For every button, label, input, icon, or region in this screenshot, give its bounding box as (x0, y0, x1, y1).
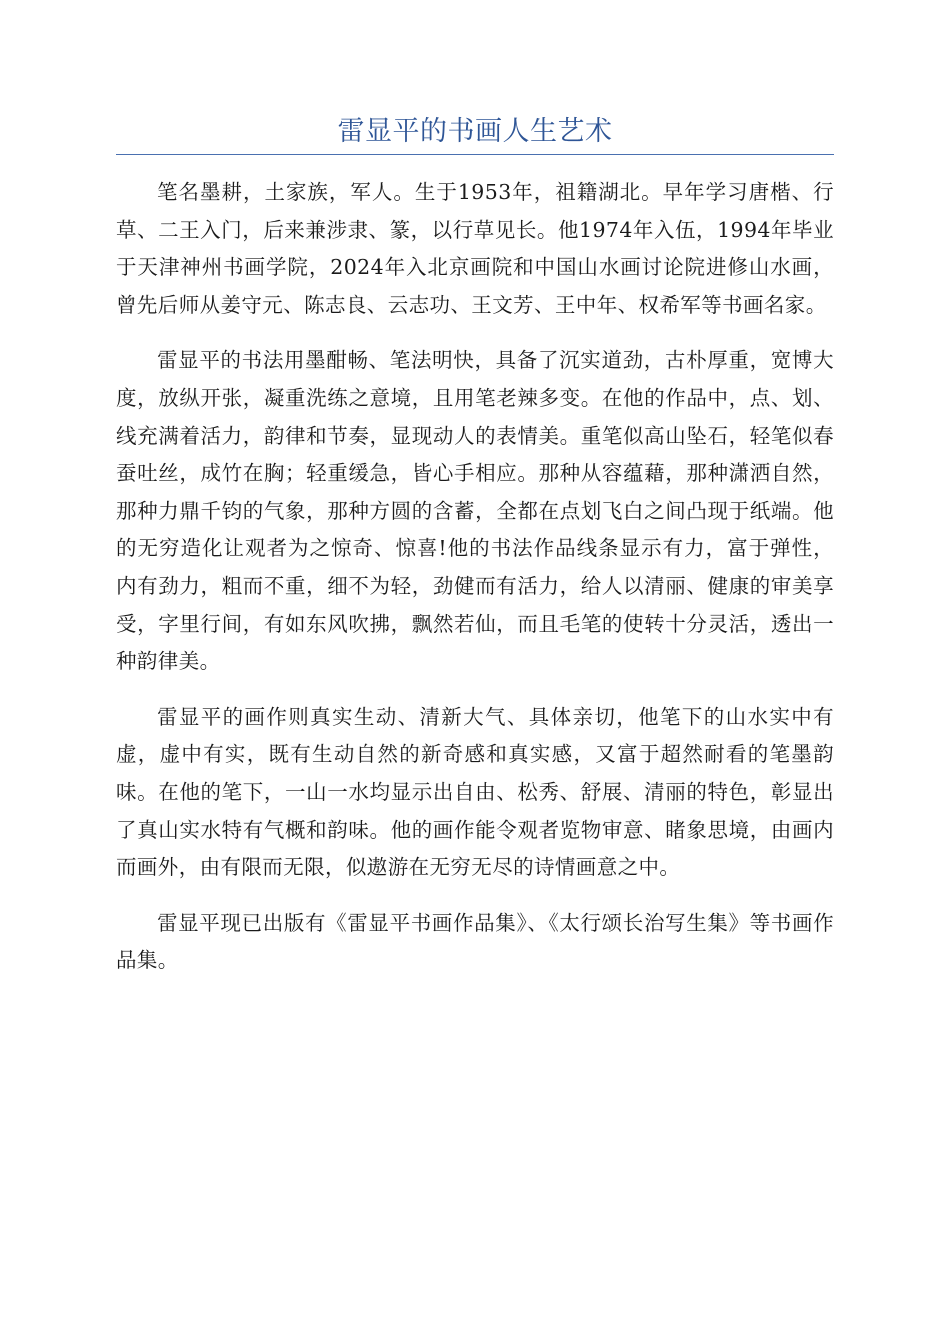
document-body (116, 174, 834, 998)
paragraph-painting: 雷显平的画作则真实生动、清新大气、具体亲切，他笔下的山水实中有虚，虚中有实，既有生动自然的新奇感和真实感，又富于超然耐看的笔墨韵味。在他的笔下，一山一水均显示出自由、松秀、舒展、清丽的特色，彰显出了真山实水特有气概和韵味。他的画作能令观者览物审意、睹象思境，由画内而画外，由有限而无限，似遨游在无穷无尽的诗情画意之中。 (116, 704, 834, 880)
title-underline (116, 154, 834, 155)
paragraph-publications: 雷显平现已出版有《雷显平书画作品集》、《太行颂长治写生集》等书画作品集。 (116, 910, 834, 973)
document-title: 雷显平的书画人生艺术 (337, 116, 613, 147)
paragraph-calligraphy: 雷显平的书法用墨酣畅、笔法明快，具备了沉实道劲，古朴厚重，宽博大度，放纵开张，凝重洗练之意境，且用笔老辣多变。在他的作品中，点、划、线充满着活力，韵律和节奏，显现动人的表情美。重笔似高山坠石，轻笔似春蚕吐丝，成竹在胸；轻重缓急，皆心手相应。那种从容蕴藉，那种潇洒自然，那种力鼎千钧的气象，那种方圆的含蓄，全都在点划飞白之间凸现于纸端。他的无穷造化让观者为之惊奇、惊喜!他的书法作品线条显示有力，富于弹性，内有劲力，粗而不重，细不为轻，劲健而有活力，给人以清丽、健康的审美享受，字里行间，有如东风吹拂，飘然若仙，而且毛笔的使转十分灵活，透出一种韵律美。 (116, 348, 834, 674)
paragraph-biography: 笔名墨耕，土家族，军人。生于1953年，祖籍湖北。早年学习唐楷、行草、二王入门，后来兼涉隶、篆，以行草见长。他1974年入伍，1994年毕业于天津神州书画学院，2024年入北京画院和中国山水画讨论院进修山水画，曾先后师从姜守元、陈志良、云志功、王文芳、王中年、权希军等书画名家。 (116, 180, 834, 317)
